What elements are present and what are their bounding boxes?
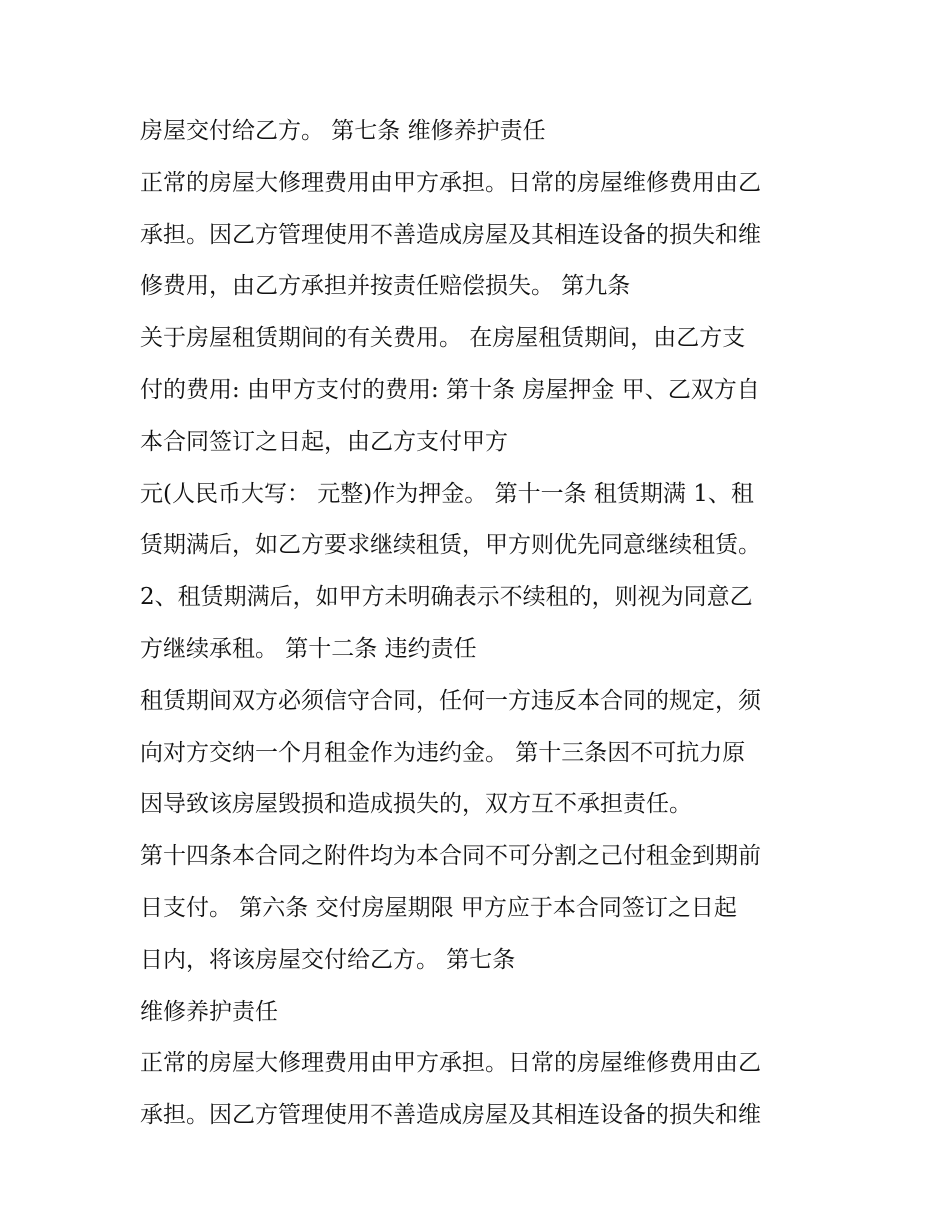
text-line: 付的费用: 由甲方支付的费用: 第十条 房屋押金 甲、乙双方自 [140,376,760,403]
text-line: 赁期满后，如乙方要求继续租赁，甲方则优先同意继续租赁。 [140,532,761,559]
text-line: 正常的房屋大修理费用由甲方承担。日常的房屋维修费用由乙 [140,1050,761,1077]
text-line: 因导致该房屋毁损和造成损失的，双方互不承担责任。 [140,791,692,818]
text-line: 日内，将该房屋交付给乙方。 第七条 [140,946,516,973]
text-line: 向对方交纳一个月租金作为违约金。 第十三条因不可抗力原 [140,739,746,766]
text-line: 正常的房屋大修理费用由甲方承担。日常的房屋维修费用由乙 [140,169,761,196]
text-line: 第十四条本合同之附件均为本合同不可分割之己付租金到期前 [140,843,761,870]
text-line: 房屋交付给乙方。 第七条 维修养护责任 [140,118,546,144]
text-line: 承担。因乙方管理使用不善造成房屋及其相连设备的损失和维 [140,221,761,248]
text-line: 日支付。 第六条 交付房屋期限 甲方应于本合同签订之日起 [140,894,737,921]
text-line: 承担。因乙方管理使用不善造成房屋及其相连设备的损失和维 [140,1102,761,1129]
text-line: 本合同签订之日起，由乙方支付甲方 [140,428,508,455]
text-line: 修费用，由乙方承担并按责任赔偿损失。 第九条 [140,273,631,300]
text-line: 租赁期间双方必须信守合同，任何一方违反本合同的规定，须 [140,687,761,714]
document-body [140,106,830,1142]
text-line: 维修养护责任 [140,998,278,1025]
text-line: 2、租赁期满后，如甲方未明确表示不续租的，则视为同意乙 [140,584,753,611]
text-line: 方继续承租。 第十二条 违约责任 [140,635,477,662]
text-line: 关于房屋租赁期间的有关费用。 在房屋租赁期间，由乙方支 [140,325,746,352]
text-line: 元(人民币大写： 元整)作为押金。 第十一条 租赁期满 1、租 [140,480,754,507]
